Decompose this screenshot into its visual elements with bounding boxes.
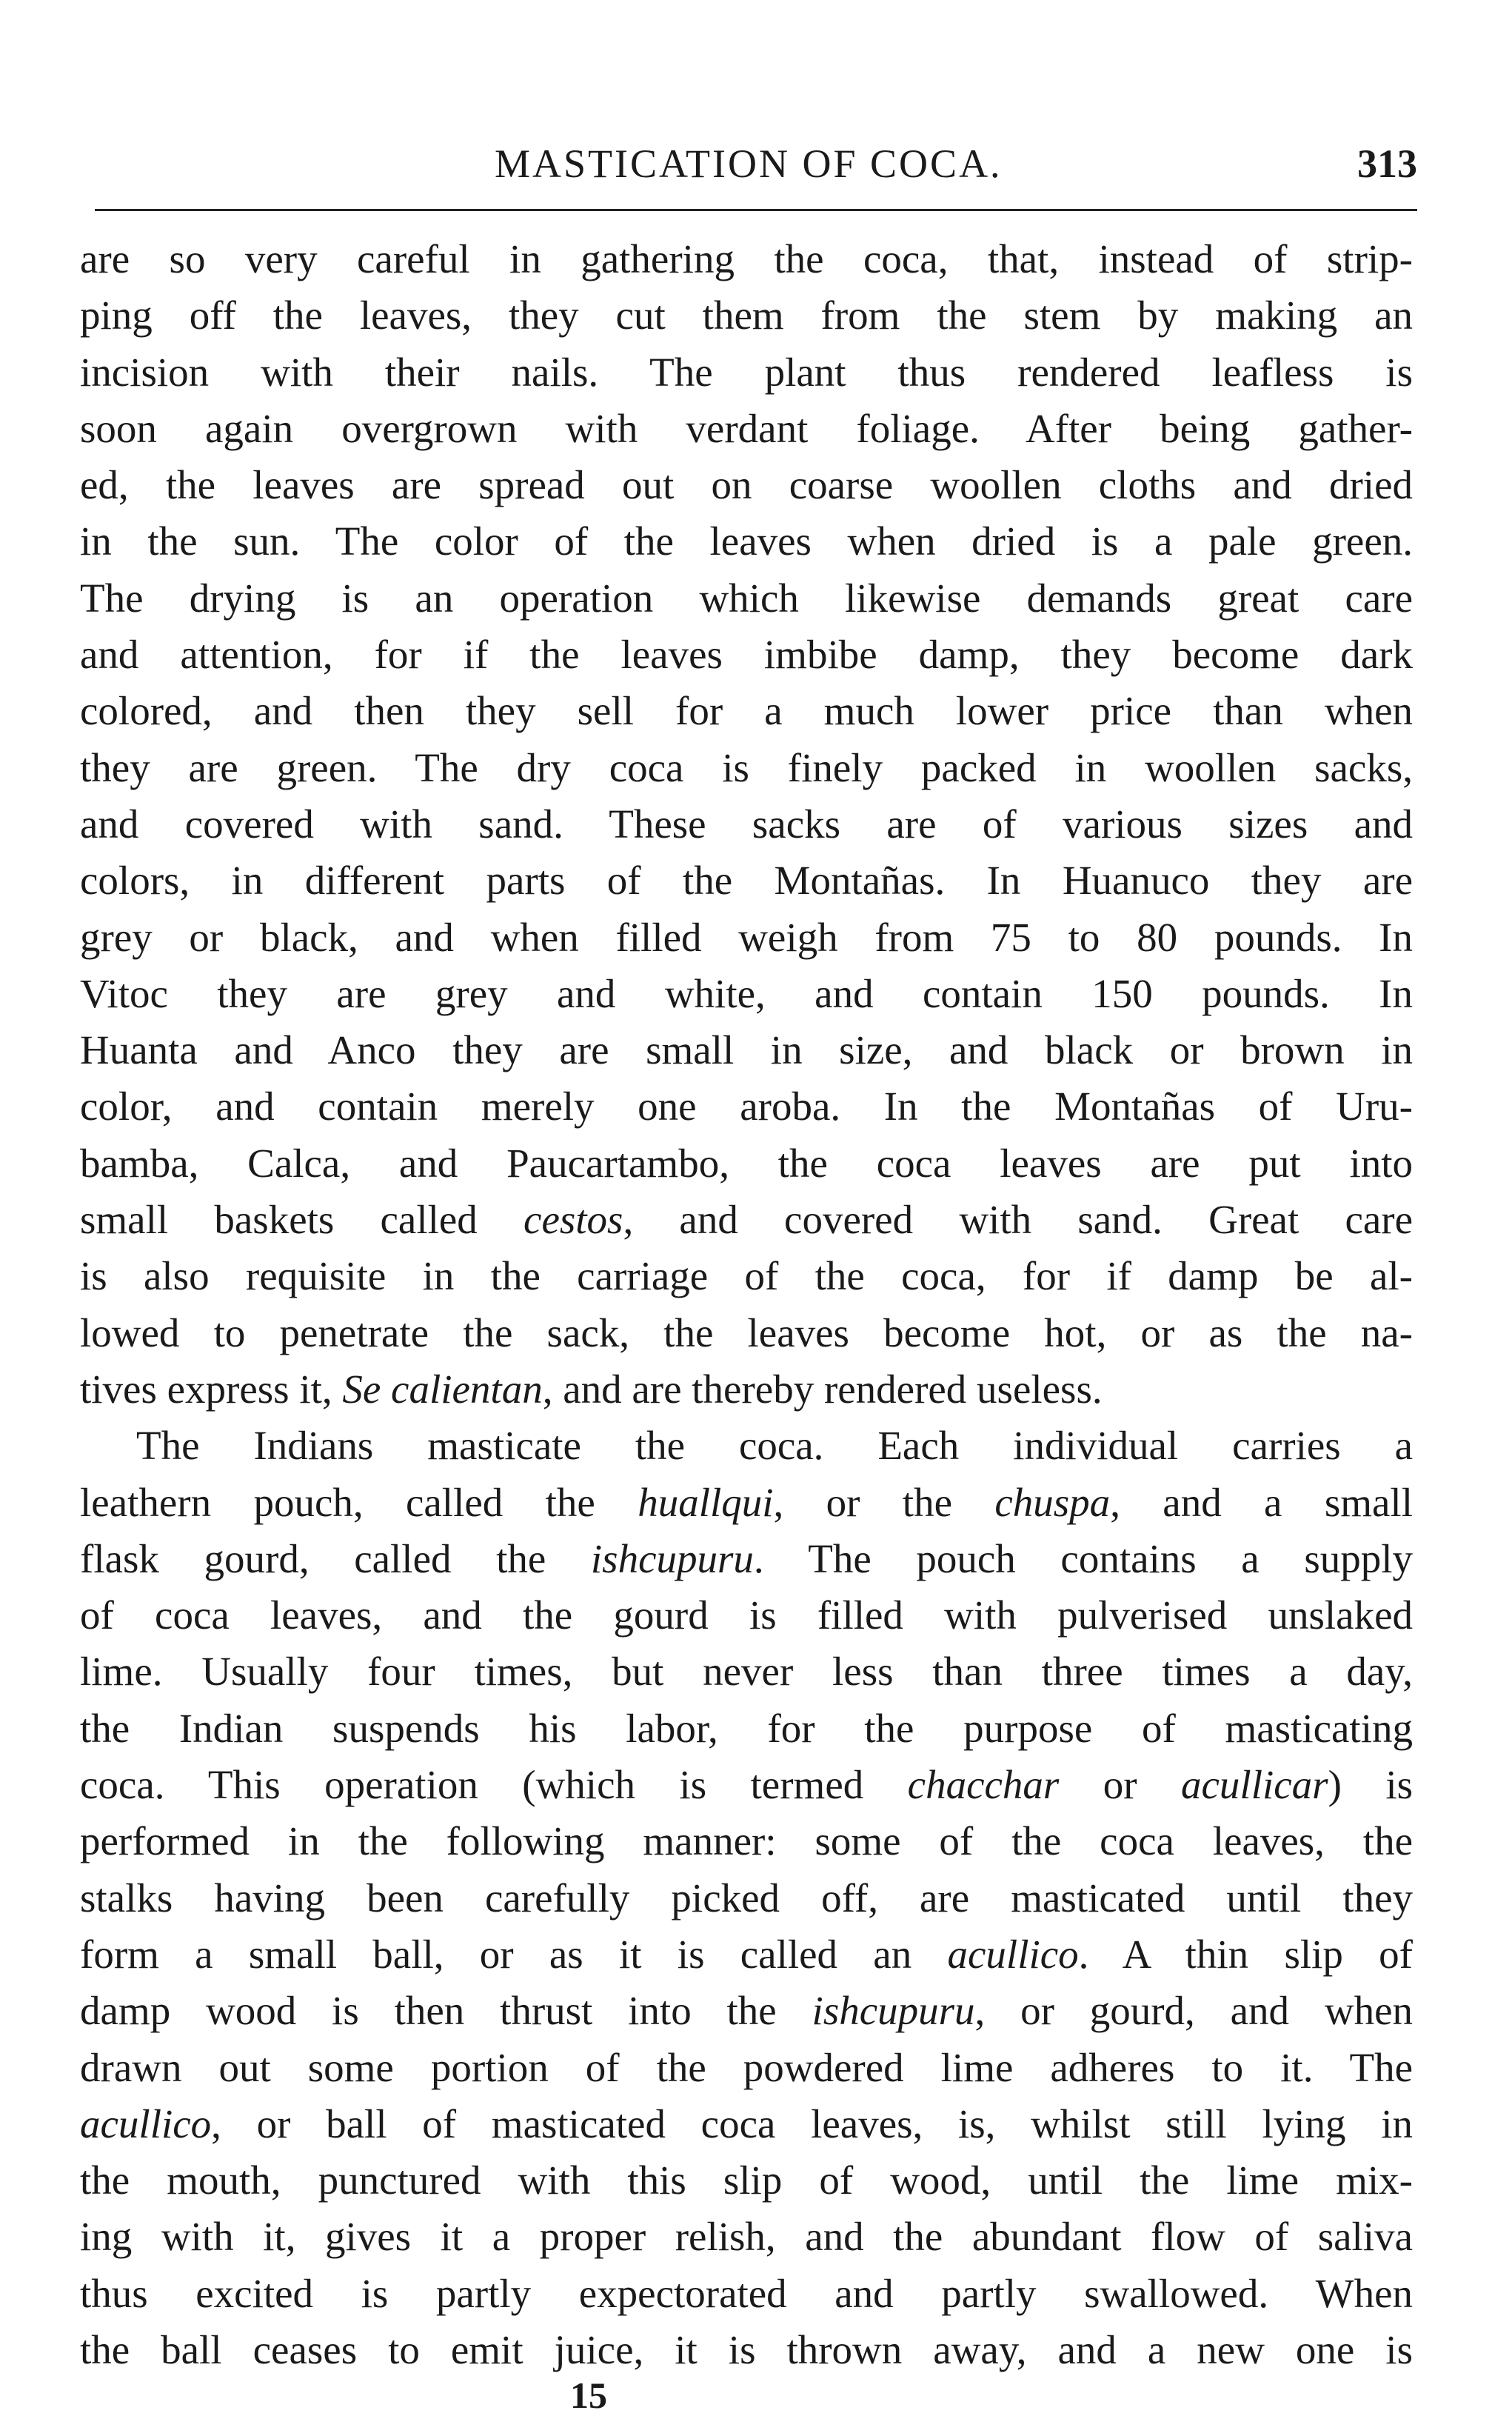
text-line: ed, the leaves are spread out on coarse woollen cloths and dried — [80, 462, 1413, 508]
text-line: ping off the leaves, they cut them from the stem by making an — [80, 293, 1413, 338]
text-line: the Indian suspends his labor, for the purpose of masticating — [80, 1705, 1413, 1751]
text-line: The Indians masticate the coca. Each individual carries a — [136, 1423, 1413, 1469]
text-line: the ball ceases to emit juice, it is thrown away, and a new one is — [80, 2326, 1413, 2372]
text-line: lowed to penetrate the sack, the leaves become hot, or as the na- — [80, 1309, 1413, 1355]
text-line: ing with it, gives it a proper relish, and the abundant flow of saliva — [80, 2214, 1413, 2260]
text-line: performed in the following manner: some of the coca leaves, the — [80, 1818, 1413, 1864]
text-line: drawn out some portion of the powdered lime adheres to it. The — [80, 2044, 1413, 2090]
running-title: MASTICATION OF COCA. — [495, 141, 1003, 186]
text-line: in the sun. The color of the leaves when dried is a pale green. — [80, 518, 1413, 564]
text-line: lime. Usually four times, but never less than three times a day, — [80, 1649, 1413, 1695]
text-line: and attention, for if the leaves imbibe damp, they become dark — [80, 632, 1413, 678]
page-header — [80, 141, 1417, 200]
text-line: damp wood is then thrust into the ishcupuru, or gourd, and when — [80, 1988, 1413, 2034]
text-line: form a small ball, or as it is called an acullico. A thin slip of — [80, 1931, 1413, 1977]
header-rule — [95, 209, 1417, 211]
text-line: tives express it, Se calientan, and are thereby rendered useless. — [80, 1366, 1103, 1412]
text-line: bamba, Calca, and Paucartambo, the coca leaves are put into — [80, 1140, 1413, 1186]
text-line: Vitoc they are grey and white, and contain 150 pounds. In — [80, 970, 1413, 1016]
text-line: are so very careful in gathering the coca, that, instead of strip- — [80, 236, 1413, 281]
text-line: grey or black, and when filled weigh from 75 to 80 pounds. In — [80, 914, 1413, 960]
text-line: flask gourd, called the ishcupuru. The pouch contains a supply — [80, 1535, 1414, 1581]
body-text — [80, 231, 1413, 2378]
text-line: and covered with sand. These sacks are of various sizes and — [80, 801, 1413, 847]
text-line: colors, in different parts of the Montañas. In Huanuco they are — [80, 858, 1413, 904]
text-line: soon again overgrown with verdant foliage. After being gather- — [80, 405, 1413, 451]
page-number: 313 — [1357, 141, 1417, 186]
text-line: is also requisite in the carriage of the coca, for if damp be al- — [80, 1253, 1413, 1299]
text-line: The drying is an operation which likewise demands great care — [80, 575, 1413, 621]
text-line: stalks having been carefully picked off, are masticated until they — [80, 1875, 1413, 1921]
text-line: small baskets called cestos, and covered with sand. Great care — [80, 1197, 1414, 1243]
signature-mark: 15 — [570, 2375, 607, 2416]
text-line: they are green. The dry coca is finely packed in woollen sacks, — [80, 744, 1413, 790]
text-line: colored, and then they sell for a much lower price than when — [80, 688, 1413, 734]
text-line: coca. This operation (which is termed chacchar or acullicar) is — [80, 1762, 1414, 1808]
text-line: of coca leaves, and the gourd is filled with pulverised unslaked — [80, 1592, 1413, 1638]
text-line: Huanta and Anco they are small in size, and black or brown in — [80, 1027, 1413, 1073]
text-line: thus excited is partly expectorated and partly swallowed. When — [80, 2270, 1413, 2316]
text-line: incision with their nails. The plant thus rendered leafless is — [80, 349, 1413, 395]
text-line: color, and contain merely one aroba. In the Montañas of Uru- — [80, 1084, 1413, 1129]
text-line: leathern pouch, called the huallqui, or the chuspa, and a small — [80, 1479, 1413, 1525]
text-line: the mouth, punctured with this slip of wood, until the lime mix- — [80, 2158, 1413, 2203]
text-line: acullico, or ball of masticated coca leaves, is, whilst still lying in — [80, 2100, 1413, 2146]
